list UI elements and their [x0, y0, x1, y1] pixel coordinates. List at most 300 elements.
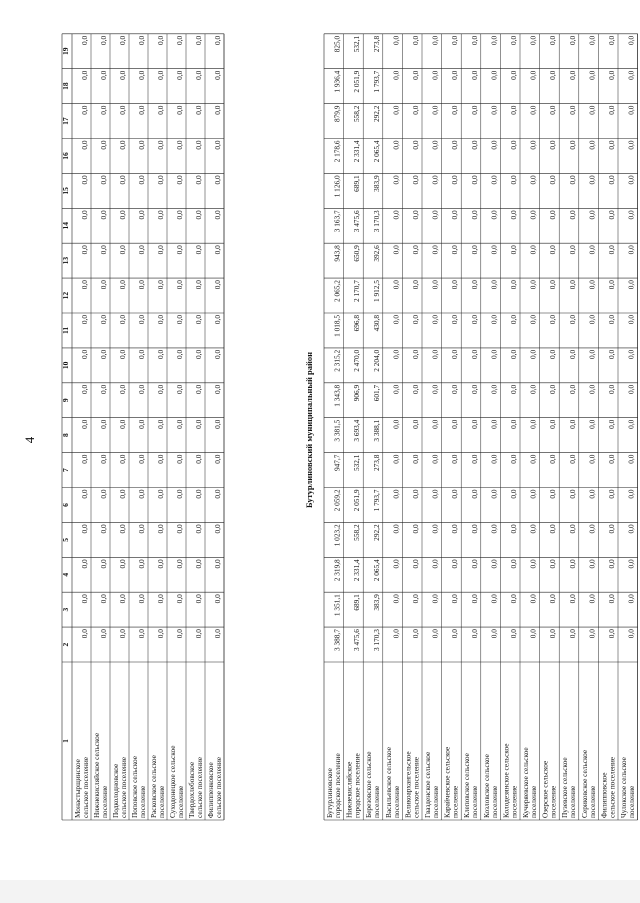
table-cell: 0,0: [80, 559, 89, 569]
table-cell: 0,0: [213, 210, 222, 220]
table-cell: 0,0: [587, 105, 597, 115]
table-cell: 0,0: [99, 489, 108, 499]
table-cell: 2 315,2: [332, 349, 342, 372]
table-cell: 0,0: [430, 384, 440, 394]
table-cell: 0,0: [411, 629, 420, 639]
table-cell: 0,0: [469, 489, 479, 499]
table-cell: 0,0: [213, 105, 222, 115]
table-cell: 0,0: [548, 629, 558, 639]
table-cell: 0,0: [567, 105, 577, 115]
table-cell: 0,0: [156, 210, 165, 220]
table-cell: 0,0: [489, 210, 499, 220]
table-cell: 0,0: [587, 629, 597, 639]
table-cell: 0,0: [587, 524, 597, 534]
table-cell: 2 331,4: [352, 559, 362, 582]
table-cell: 0,0: [175, 594, 184, 604]
table-cell: 0,0: [626, 419, 636, 429]
table-cell: 0,0: [430, 210, 440, 220]
table-cell: 0,0: [450, 105, 460, 115]
table-cell: 0,0: [80, 35, 89, 45]
table-cell: 0,0: [626, 210, 636, 220]
table-cell: 532,1: [352, 454, 362, 472]
table-cell: 0,0: [567, 175, 577, 185]
table-cell: 0,0: [213, 489, 222, 499]
table-cell: 0,0: [626, 315, 636, 325]
table-cell: 1 793,7: [371, 489, 381, 512]
table-cell: 0,0: [548, 349, 558, 360]
settlement-name: поселение: [587, 785, 597, 818]
table-cell: 0,0: [137, 489, 146, 499]
table-cell: 0,0: [118, 524, 127, 534]
upper-column-number: 14: [61, 222, 70, 230]
table-cell: 601,7: [371, 384, 381, 402]
table-cell: 0,0: [118, 594, 127, 604]
table-cell: 0,0: [175, 454, 184, 464]
table-cell: 0,0: [607, 175, 616, 185]
table-cell: 0,0: [118, 105, 127, 115]
settlement-name: сельское поселение: [119, 757, 128, 818]
table-cell: 0,0: [450, 629, 460, 639]
table-cell: 0,0: [194, 105, 203, 115]
table-cell: 0,0: [99, 454, 108, 464]
table-cell: 0,0: [548, 35, 558, 45]
table-cell: 0,0: [194, 419, 203, 429]
table-cell: 0,0: [528, 524, 538, 534]
table-cell: 0,0: [567, 489, 577, 499]
table-cell: 1 126,0: [332, 175, 342, 198]
table-cell: 0,0: [213, 175, 222, 185]
table-row: [501, 35, 518, 818]
table-cell: 0,0: [548, 454, 558, 464]
table-cell: 0,0: [137, 315, 146, 325]
table-cell: 0,0: [80, 524, 89, 534]
table-cell: 0,0: [391, 594, 401, 604]
table-cell: 0,0: [626, 489, 636, 499]
upper-column-number: 6: [61, 503, 70, 507]
table-cell: 0,0: [469, 384, 479, 394]
page-number: 4: [22, 436, 37, 444]
table-cell: 0,0: [489, 105, 499, 115]
table-cell: 0,0: [391, 524, 401, 534]
table-cell: 0,0: [509, 594, 518, 604]
table-cell: 0,0: [450, 315, 460, 325]
settlement-name: Монастырщинское: [73, 759, 82, 818]
table-cell: 0,0: [430, 35, 440, 45]
table-cell: 650,9: [352, 245, 362, 262]
settlement-name: поселение: [100, 785, 109, 818]
table-cell: 0,0: [156, 349, 165, 360]
table-cell: 0,0: [567, 349, 577, 360]
table-cell: 0,0: [509, 454, 518, 464]
table-cell: 0,0: [411, 594, 420, 604]
table-cell: 0,0: [587, 210, 597, 220]
table-cell: 0,0: [430, 105, 440, 115]
table-cell: 0,0: [411, 245, 420, 255]
table-cell: 0,0: [80, 70, 89, 80]
settlement-name: Филипповское: [599, 772, 609, 818]
table-cell: 0,0: [509, 384, 518, 394]
table-cell: 2 331,4: [352, 140, 362, 163]
table-cell: 0,0: [137, 210, 146, 220]
table-cell: 392,6: [371, 245, 381, 262]
table-cell: 0,0: [411, 70, 420, 80]
table-cell: 0,0: [528, 559, 538, 569]
table-cell: 2 065,4: [371, 559, 381, 582]
table-cell: 0,0: [450, 210, 460, 220]
table-cell: 0,0: [80, 175, 89, 185]
table-cell: 0,0: [118, 489, 127, 499]
table-cell: 0,0: [430, 559, 440, 569]
table-cell: 0,0: [194, 140, 203, 150]
settlement-name: Твердохлебовское: [187, 761, 196, 818]
table-cell: 0,0: [99, 594, 108, 604]
table-cell: 3 388,7: [332, 629, 342, 651]
table-cell: 0,0: [567, 384, 577, 394]
table-cell: 0,0: [194, 489, 203, 499]
table-cell: 0,0: [175, 175, 184, 185]
table-cell: 0,0: [567, 245, 577, 255]
table-cell: 0,0: [156, 105, 165, 115]
table-cell: 0,0: [450, 489, 460, 499]
table-cell: 0,0: [194, 210, 203, 220]
settlement-name: поселение: [138, 785, 147, 818]
table-row: [619, 35, 636, 818]
table-row: [92, 35, 109, 818]
table-cell: 0,0: [528, 280, 538, 290]
table-row: [187, 35, 204, 818]
table-cell: 0,0: [213, 245, 222, 255]
table-cell: 2 178,6: [332, 140, 342, 163]
table-cell: 0,0: [567, 35, 577, 45]
table-cell: 0,0: [80, 140, 89, 150]
upper-column-number: 15: [61, 187, 70, 195]
table-cell: 0,0: [411, 454, 420, 464]
table-cell: 0,0: [194, 35, 203, 45]
table-cell: 0,0: [607, 454, 616, 464]
table-cell: 0,0: [391, 70, 401, 80]
table-cell: 0,0: [469, 419, 479, 429]
table-cell: 0,0: [213, 349, 222, 360]
table-cell: 3 170,3: [371, 629, 381, 651]
settlement-name: поселение: [157, 785, 166, 818]
table-cell: 1 023,2: [332, 524, 342, 547]
table-cell: 0,0: [430, 315, 440, 325]
table-cell: 0,0: [175, 245, 184, 255]
table-cell: 0,0: [528, 349, 538, 360]
table-cell: 0,0: [430, 245, 440, 255]
table-cell: 0,0: [528, 35, 538, 45]
table-cell: 0,0: [175, 35, 184, 45]
table-cell: 0,0: [137, 140, 146, 150]
district-title: Бутурлиновский муниципальный район: [304, 351, 314, 509]
table-cell: 0,0: [450, 594, 460, 604]
table-cell: 0,0: [194, 524, 203, 534]
table-cell: 0,0: [587, 315, 597, 325]
table-cell: 0,0: [80, 210, 89, 220]
table-cell: 0,0: [626, 349, 636, 360]
upper-column-number: 8: [61, 433, 70, 438]
table-cell: 0,0: [528, 70, 538, 80]
table-cell: 0,0: [548, 280, 558, 290]
table-row: [482, 35, 499, 818]
upper-column-number: 18: [61, 82, 70, 90]
table-cell: 0,0: [156, 629, 165, 639]
table-cell: 0,0: [137, 594, 146, 604]
table-cell: 0,0: [213, 594, 222, 604]
table-cell: 1 912,5: [371, 280, 381, 302]
table-cell: 0,0: [194, 315, 203, 325]
table-cell: 0,0: [450, 280, 460, 290]
table-cell: 2 204,0: [371, 349, 381, 372]
table-cell: 0,0: [175, 280, 184, 290]
table-cell: 0,0: [587, 140, 597, 150]
table-cell: 0,0: [156, 419, 165, 429]
table-cell: 1 018,5: [332, 315, 342, 337]
settlement-name: поселение: [470, 785, 480, 818]
table-cell: 0,0: [99, 315, 108, 325]
table-cell: 0,0: [607, 315, 616, 325]
table-row: [560, 35, 577, 818]
table-cell: 0,0: [430, 349, 440, 360]
table-cell: 532,1: [352, 35, 362, 53]
table-row: [541, 35, 558, 818]
table-cell: 0,0: [430, 524, 440, 534]
table-row: [521, 35, 538, 818]
table-cell: 0,0: [626, 175, 636, 185]
table-cell: 0,0: [175, 419, 184, 429]
table-cell: 0,0: [509, 629, 518, 639]
table-cell: 0,0: [587, 245, 597, 255]
table-cell: 0,0: [411, 489, 420, 499]
table-cell: 943,8: [332, 245, 342, 262]
table-cell: 0,0: [99, 245, 108, 255]
upper-column-number: 9: [61, 398, 70, 403]
table-row: [130, 35, 147, 818]
table-cell: 0,0: [450, 419, 460, 429]
table-cell: 0,0: [587, 559, 597, 569]
settlement-name: Клеповское сельское: [462, 753, 472, 818]
table-cell: 2 065,2: [332, 280, 342, 302]
table-cell: 0,0: [411, 210, 420, 220]
table-cell: 0,0: [528, 315, 538, 325]
table-cell: 0,0: [411, 315, 420, 325]
table-cell: 0,0: [469, 35, 479, 45]
table-cell: 0,0: [469, 280, 479, 290]
table-cell: 3 475,6: [352, 210, 362, 233]
table-cell: 3 475,6: [352, 629, 362, 651]
table-cell: 0,0: [509, 175, 518, 185]
table-cell: 0,0: [528, 384, 538, 394]
table-cell: 1 936,4: [332, 70, 342, 93]
table-cell: 0,0: [411, 419, 420, 429]
settlement-name: сельское поселение: [411, 757, 421, 818]
table-cell: 0,0: [489, 454, 499, 464]
table-cell: 0,0: [567, 210, 577, 220]
settlement-name: Подколодновское: [111, 763, 120, 818]
table-cell: 558,2: [352, 524, 362, 541]
settlement-name: Колодезянское сельское: [501, 743, 511, 818]
table-cell: 0,0: [175, 105, 184, 115]
table-row: [403, 35, 420, 818]
table-cell: 0,0: [118, 349, 127, 360]
table-cell: 0,0: [607, 384, 616, 394]
table-cell: 0,0: [509, 105, 518, 115]
table-cell: 0,0: [607, 35, 616, 45]
table-cell: 0,0: [567, 280, 577, 290]
table-cell: 292,2: [371, 524, 381, 541]
table-cell: 0,0: [194, 70, 203, 80]
table-cell: 0,0: [489, 629, 499, 639]
table-cell: 2 470,0: [352, 349, 362, 372]
table-cell: 2 059,2: [332, 489, 342, 512]
table-cell: 0,0: [548, 140, 558, 150]
table-cell: 273,8: [371, 454, 381, 472]
settlement-name: Пузевское сельское: [560, 757, 570, 818]
table-cell: 0,0: [607, 489, 616, 499]
upper-column-number: 17: [61, 117, 70, 125]
table-cell: 1 793,7: [371, 70, 381, 93]
settlement-name: поселение: [489, 785, 499, 818]
table-cell: 0,0: [80, 384, 89, 394]
table-cell: 0,0: [118, 280, 127, 290]
table-cell: 0,0: [489, 419, 499, 429]
table-cell: 0,0: [567, 140, 577, 150]
table-cell: 0,0: [548, 384, 558, 394]
table-cell: 0,0: [489, 315, 499, 325]
table-row: [384, 35, 401, 818]
settlement-name: Нижнекисляйское: [344, 761, 354, 818]
table-cell: 0,0: [509, 489, 518, 499]
table-cell: 0,0: [567, 629, 577, 639]
upper-column-number: 19: [61, 47, 70, 55]
table-cell: 0,0: [175, 70, 184, 80]
table-cell: 0,0: [430, 175, 440, 185]
table-cell: 0,0: [489, 349, 499, 360]
table-cell: 0,0: [430, 454, 440, 464]
table-cell: 0,0: [175, 489, 184, 499]
table-cell: 0,0: [175, 629, 184, 639]
table-cell: 0,0: [489, 245, 499, 255]
table-cell: 0,0: [137, 384, 146, 394]
table-cell: 0,0: [175, 210, 184, 220]
table-cell: 0,0: [626, 35, 636, 45]
table-cell: 0,0: [213, 280, 222, 290]
table-cell: 0,0: [626, 140, 636, 150]
table-cell: 0,0: [137, 559, 146, 569]
table-cell: 0,0: [489, 70, 499, 80]
table-cell: 0,0: [489, 35, 499, 45]
table-cell: 0,0: [430, 489, 440, 499]
table-cell: 0,0: [175, 349, 184, 360]
table-cell: 0,0: [118, 454, 127, 464]
table-cell: 0,0: [567, 454, 577, 464]
table-cell: 0,0: [528, 175, 538, 185]
settlement-name: Березовское сельское: [364, 751, 374, 818]
table-cell: 0,0: [528, 105, 538, 115]
table-cell: 3 170,3: [371, 210, 381, 233]
table-cell: 0,0: [391, 454, 401, 464]
table-cell: 0,0: [118, 629, 127, 639]
settlement-name: поселение: [372, 785, 382, 818]
table-cell: 0,0: [213, 454, 222, 464]
page-content: [22, 34, 638, 820]
table-cell: 0,0: [587, 35, 597, 45]
table-cell: 0,0: [548, 105, 558, 115]
table-cell: 0,0: [469, 175, 479, 185]
table-cell: 0,0: [430, 140, 440, 150]
table-cell: 0,0: [587, 349, 597, 360]
table-cell: 0,0: [489, 489, 499, 499]
table-cell: 0,0: [607, 524, 616, 534]
table-cell: 0,0: [567, 70, 577, 80]
table-row: [73, 35, 90, 818]
table-cell: 0,0: [469, 245, 479, 255]
table-cell: 0,0: [587, 454, 597, 464]
table-cell: 0,0: [607, 594, 616, 604]
settlement-name: поселение: [450, 785, 460, 818]
table-cell: 0,0: [489, 384, 499, 394]
table-cell: 0,0: [391, 349, 401, 360]
settlement-name: городское поселение: [333, 753, 342, 818]
table-cell: 0,0: [194, 594, 203, 604]
table-cell: 0,0: [528, 454, 538, 464]
table-cell: 0,0: [99, 280, 108, 290]
table-cell: 0,0: [213, 419, 222, 429]
settlement-name: Расковское сельское: [149, 755, 158, 818]
upper-column-number: 13: [61, 256, 70, 265]
table-cell: 0,0: [156, 70, 165, 80]
table-cell: 0,0: [118, 384, 127, 394]
table-cell: 947,7: [332, 454, 342, 472]
table-cell: 0,0: [607, 559, 616, 569]
table-cell: 0,0: [391, 489, 401, 499]
table-cell: 0,0: [99, 140, 108, 150]
upper-column-number: 3: [61, 607, 70, 612]
table-row: [168, 35, 185, 818]
table-cell: 558,2: [352, 105, 362, 123]
table-cell: 0,0: [137, 349, 146, 360]
table-cell: 0,0: [213, 70, 222, 80]
table-cell: 0,0: [80, 629, 89, 639]
lower-table: [324, 34, 638, 820]
table-cell: 0,0: [509, 280, 518, 290]
table-cell: 0,0: [391, 35, 401, 45]
table-row: [149, 35, 166, 818]
settlement-name: Великоархангельское: [403, 751, 413, 818]
table-cell: 0,0: [607, 210, 616, 220]
table-cell: 0,0: [469, 524, 479, 534]
table-cell: 3 388,1: [371, 419, 381, 442]
table-cell: 0,0: [411, 175, 420, 185]
table-cell: 0,0: [509, 559, 518, 569]
table-row: [423, 35, 440, 818]
table-cell: 0,0: [607, 140, 616, 150]
table-cell: 0,0: [469, 315, 479, 325]
table-cell: 0,0: [469, 454, 479, 464]
table-cell: 0,0: [607, 280, 616, 290]
table-cell: 0,0: [99, 629, 108, 639]
table-cell: 1 351,1: [332, 594, 342, 617]
table-cell: 696,8: [352, 315, 362, 332]
table-row: [325, 35, 342, 818]
table-cell: 825,0: [332, 35, 342, 53]
settlement-name: Озерское сельское: [540, 760, 550, 818]
table-cell: 0,0: [587, 70, 597, 80]
table-cell: 1 343,8: [332, 384, 342, 407]
table-cell: 0,0: [391, 140, 401, 150]
table-cell: 0,0: [80, 489, 89, 499]
table-cell: 0,0: [509, 315, 518, 325]
